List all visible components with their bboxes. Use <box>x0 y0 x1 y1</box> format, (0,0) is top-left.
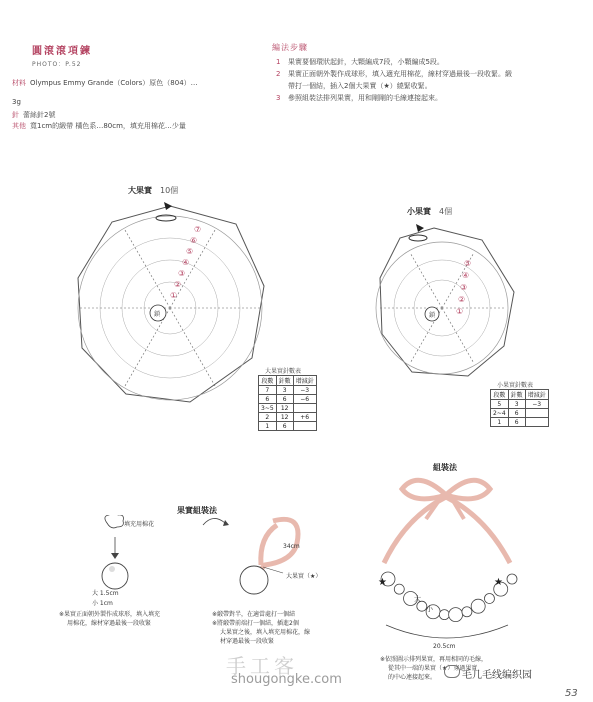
large-center-text: 鎖 <box>154 311 161 318</box>
round-marker: ① <box>170 291 178 300</box>
note-line: 用棉花，線材穿過最後一段收緊 <box>67 620 152 627</box>
round-marker: ④ <box>182 258 190 267</box>
table-header: 增減針 <box>525 390 548 400</box>
step-item <box>276 57 576 67</box>
round-marker: ③ <box>178 269 186 278</box>
table-cell: −3 <box>525 400 548 409</box>
table-row <box>491 418 549 427</box>
materials-key: 材料 <box>12 79 26 87</box>
ribbon-tail <box>261 525 277 565</box>
cotton-fill-icon <box>105 515 124 528</box>
small-table-title: 小果實針數表 <box>497 382 534 389</box>
large-fruit-label <box>128 185 178 196</box>
large-outline <box>78 206 264 402</box>
table-cell: 3~5 <box>259 404 277 413</box>
diameter-small: 小 1cm <box>92 600 113 607</box>
round-marker: ⑤ <box>186 247 194 256</box>
small-center-text: 鎖 <box>429 312 436 319</box>
page-number: 53 <box>565 688 578 699</box>
materials-row <box>12 97 21 107</box>
small-fruit-label <box>407 206 452 217</box>
table-header: 段數 <box>259 376 277 386</box>
small-count-table <box>490 389 549 427</box>
ribbon-length: 34cm <box>283 543 300 550</box>
step-text: 帶打一個結，插入2個大果實（★）繞緊收緊。 <box>288 82 432 90</box>
table-cell: 2 <box>259 413 277 422</box>
photo-ref: PHOTO：P.52 <box>32 61 82 68</box>
materials-row <box>12 121 186 131</box>
small-start-mark <box>409 235 427 241</box>
large-table-title: 大果實針數表 <box>265 368 302 375</box>
materials-text: 蕾絲針2號 <box>23 111 56 119</box>
curved-arrowhead <box>223 520 229 526</box>
table-cell: 12 <box>276 404 293 413</box>
round-marker: ② <box>458 295 466 304</box>
star-fruit-label: 大果實（★） <box>286 573 322 580</box>
round-marker: ⑥ <box>190 236 198 245</box>
note-line: ※將緞帶前端打一個結，插進2個 <box>212 620 299 627</box>
materials-row <box>12 110 55 120</box>
large-label-text: 大果實 <box>128 186 152 195</box>
table-cell: 3 <box>276 386 293 395</box>
note-line: 從其中一端的果實（★）穿過果實 <box>388 665 478 672</box>
assembly-note-2 <box>212 610 310 646</box>
table-cell: 6 <box>259 395 277 404</box>
table-cell: 1 <box>491 418 509 427</box>
table-row <box>491 400 549 409</box>
large-marker: 大 <box>414 595 421 603</box>
small-marker: 小 <box>426 605 433 613</box>
watermark-url: shougongke.com <box>231 672 342 687</box>
round-marker: ③ <box>460 283 468 292</box>
small-round-markers <box>456 259 471 316</box>
star-icon: ★ <box>494 577 503 588</box>
table-row <box>259 395 317 404</box>
watermark-text: 手工客 <box>226 654 298 678</box>
diameter-large: 大 1.5cm <box>92 590 119 597</box>
large-spokes <box>80 230 260 386</box>
round-marker: ② <box>174 280 182 289</box>
table-row <box>259 404 317 413</box>
steps-heading: 編法步驟 <box>272 43 308 52</box>
table-cell: 6 <box>508 418 525 427</box>
step-text: 果實要個環狀起針，大顆編成7段，小顆編成5段。 <box>288 58 444 66</box>
table-row <box>491 409 549 418</box>
materials-text: 寬1cm的緞帶 橘色系…80cm，填充用棉花…少量 <box>30 122 186 130</box>
wechat-icon <box>444 665 460 678</box>
note-line: 材穿過最後一段收緊 <box>220 638 275 645</box>
table-row <box>491 390 549 400</box>
table-row <box>259 422 317 431</box>
table-cell: 3 <box>508 400 525 409</box>
materials-row <box>12 78 198 88</box>
materials-key: 其他 <box>12 122 26 130</box>
necklace-assembly-title: 組裝法 <box>433 463 457 472</box>
table-row <box>259 413 317 422</box>
large-count: 10個 <box>160 186 179 195</box>
bead <box>484 593 494 603</box>
down-arrowhead <box>111 553 119 559</box>
table-cell: +6 <box>293 413 316 422</box>
star-fruit-ball <box>240 566 268 594</box>
fruit-ball-shade <box>109 566 115 572</box>
large-count-table <box>258 375 317 431</box>
small-spokes <box>378 253 506 364</box>
table-header: 針數 <box>276 376 293 386</box>
table-cell: −6 <box>293 395 316 404</box>
table-cell: 6 <box>276 422 293 431</box>
small-count: 4個 <box>439 207 453 216</box>
fill-label: 填充用棉花 <box>124 521 155 528</box>
step-item <box>276 93 576 103</box>
step-text: 參照組裝法排列果實，用和剛剛的毛線連接起來。 <box>288 94 442 102</box>
materials-text: Olympus Emmy Grande（Colors）原色（804）… <box>30 79 198 87</box>
bead <box>439 610 449 620</box>
table-cell: 5 <box>491 400 509 409</box>
step-item <box>276 81 576 91</box>
star-icon: ★ <box>378 577 387 588</box>
step-number: 1 <box>276 58 281 66</box>
table-cell <box>293 422 316 431</box>
large-arrow-icon <box>164 202 172 210</box>
table-cell: 2~4 <box>491 409 509 418</box>
table-cell: 12 <box>276 413 293 422</box>
table-header: 針數 <box>508 390 525 400</box>
table-cell: 1 <box>259 422 277 431</box>
note-line: ※依照圖示排列果實，再用相同的毛線， <box>380 656 488 663</box>
round-marker: ⑤ <box>464 259 472 268</box>
round-marker: ④ <box>462 271 470 280</box>
step-item <box>276 69 576 79</box>
table-cell: 7 <box>259 386 277 395</box>
small-fruit-chart <box>372 222 522 382</box>
materials-text: 3g <box>12 98 21 106</box>
step-number: 2 <box>276 70 281 78</box>
note-line: 的中心連接起來。 <box>388 674 437 681</box>
note-line: 大果實之後，填入填充用棉花，線 <box>220 629 311 636</box>
brand-label: 毛几毛线编织园 <box>462 670 532 681</box>
round-marker: ⑦ <box>194 225 202 234</box>
length-arc <box>386 625 508 638</box>
bead <box>507 574 517 584</box>
table-cell <box>525 418 548 427</box>
round-marker: ① <box>456 307 464 316</box>
note-line: ※緞帶對半，在適當處打一個結 <box>212 611 296 618</box>
bead <box>394 584 404 594</box>
small-label-text: 小果實 <box>407 207 431 216</box>
table-cell: −3 <box>293 386 316 395</box>
note-line: ※果實正面朝外製作成球形，填入填充 <box>59 611 161 618</box>
bead <box>471 599 485 613</box>
table-cell <box>525 409 548 418</box>
bead <box>462 607 472 617</box>
assembly-illustration <box>95 515 325 625</box>
assembly-title: 果實組裝法 <box>177 506 217 515</box>
small-outline <box>380 228 514 376</box>
step-number: 3 <box>276 94 281 102</box>
fruit-ball <box>102 563 128 589</box>
materials-key: 針 <box>12 111 19 119</box>
bead <box>449 608 463 622</box>
table-header: 增減針 <box>293 376 316 386</box>
large-fruit-chart <box>70 198 270 408</box>
necklace-length: 20.5cm <box>433 643 456 650</box>
table-cell <box>293 404 316 413</box>
ribbon-bow <box>402 480 490 499</box>
assembly-note-1 <box>59 610 160 628</box>
table-row <box>259 376 317 386</box>
step-text: 果實正面朝外製作成球形，填入適充用棉花，線材穿過最後一段收緊。緞 <box>288 70 512 78</box>
table-row <box>259 386 317 395</box>
table-header: 段數 <box>491 390 509 400</box>
table-cell: 6 <box>508 409 525 418</box>
necklace-illustration <box>370 475 530 650</box>
page-title: 圓滾滾項鍊 <box>32 46 92 57</box>
table-cell: 6 <box>276 395 293 404</box>
curved-arrow-icon <box>203 518 225 525</box>
